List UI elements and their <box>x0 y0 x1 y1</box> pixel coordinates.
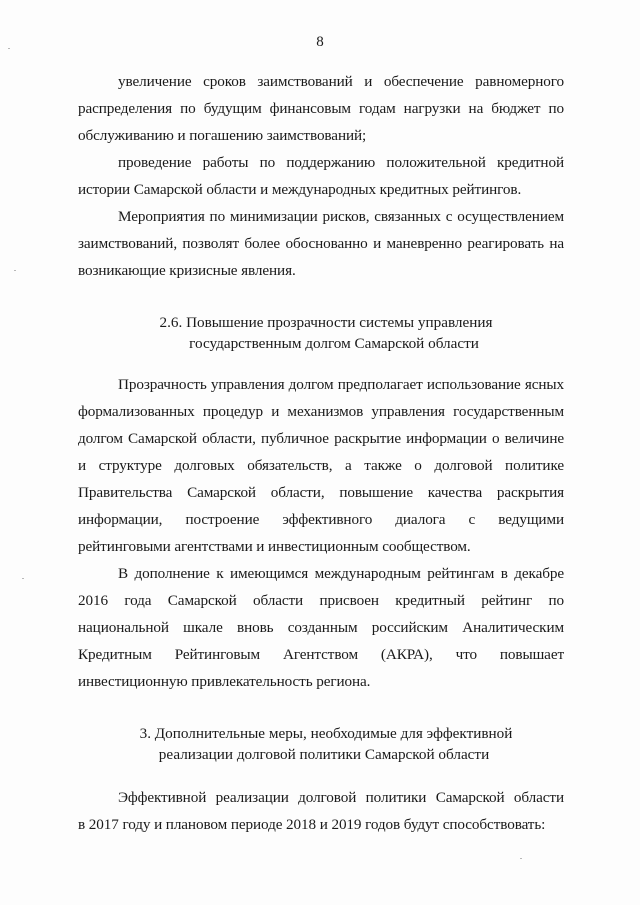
paragraph-4-line-5: Правительства Самарской области, повышение качества раскрытия <box>78 484 564 501</box>
paragraph-4-line-4: и структуре долговых обязательств, а также о долговой политике <box>78 457 564 474</box>
paragraph-3-line-3: возникающие кризисные явления. <box>78 262 296 279</box>
paragraph-1-line-1: увеличение сроков заимствований и обеспечение равномерного <box>118 73 564 90</box>
paragraph-5-line-5: инвестиционную привлекательность региона. <box>78 673 371 690</box>
paragraph-3-line-2: заимствований, позволят более обоснованно и маневренно реагировать на <box>78 235 564 252</box>
section-heading-3-line-1: 3. Дополнительные меры, необходимые для эффективной <box>139 725 513 742</box>
page-number: 8 <box>316 34 324 50</box>
paragraph-5-line-3: национальной шкале вновь созданным российским Аналитическим <box>78 619 564 636</box>
scan-speck <box>520 858 522 859</box>
scan-speck <box>22 578 24 579</box>
paragraph-4-line-7: рейтинговыми агентствами и инвестиционным сообществом. <box>78 538 471 555</box>
paragraph-5-line-2: 2016 года Самарской области присвоен кредитный рейтинг по <box>78 592 564 609</box>
paragraph-5-line-1: В дополнение к имеющимся международным рейтингам в декабре <box>118 565 564 582</box>
paragraph-5-line-4: Кредитным Рейтинговым Агентством (АКРА), что повышает <box>78 646 564 663</box>
paragraph-4-line-2: формализованных процедур и механизмов управления государственным <box>78 403 564 420</box>
scan-speck <box>14 270 16 271</box>
paragraph-3-line-1: Мероприятия по минимизации рисков, связанных с осуществлением <box>118 208 564 225</box>
paragraph-2-line-1: проведение работы по поддержанию положительной кредитной <box>118 154 564 171</box>
paragraph-1-line-3: обслуживанию и погашению заимствований; <box>78 127 367 144</box>
paragraph-2-line-2: истории Самарской области и международных кредитных рейтингов. <box>78 181 522 198</box>
paragraph-6-line-1: Эффективной реализации долговой политики Самарской области <box>118 789 564 806</box>
paragraph-4-line-3: долгом Самарской области, публичное раскрытие информации о величине <box>78 430 564 447</box>
paragraph-4-line-6: информации, построение эффективного диалога с ведущими <box>78 511 564 528</box>
paragraph-1-line-2: распределения по будущим финансовым годам нагрузки на бюджет по <box>78 100 564 117</box>
section-heading-2-6-line-2: государственным долгом Самарской области <box>189 335 479 352</box>
paragraph-6-line-2: в 2017 году и плановом периоде 2018 и 2019 годов будут способствовать: <box>78 816 546 833</box>
section-heading-2-6-line-1: 2.6. Повышение прозрачности системы управления <box>159 314 493 331</box>
section-heading-3-line-2: реализации долговой политики Самарской области <box>158 746 490 763</box>
scan-speck <box>8 48 10 49</box>
paragraph-4-line-1: Прозрачность управления долгом предполагает использование ясных <box>118 376 564 393</box>
